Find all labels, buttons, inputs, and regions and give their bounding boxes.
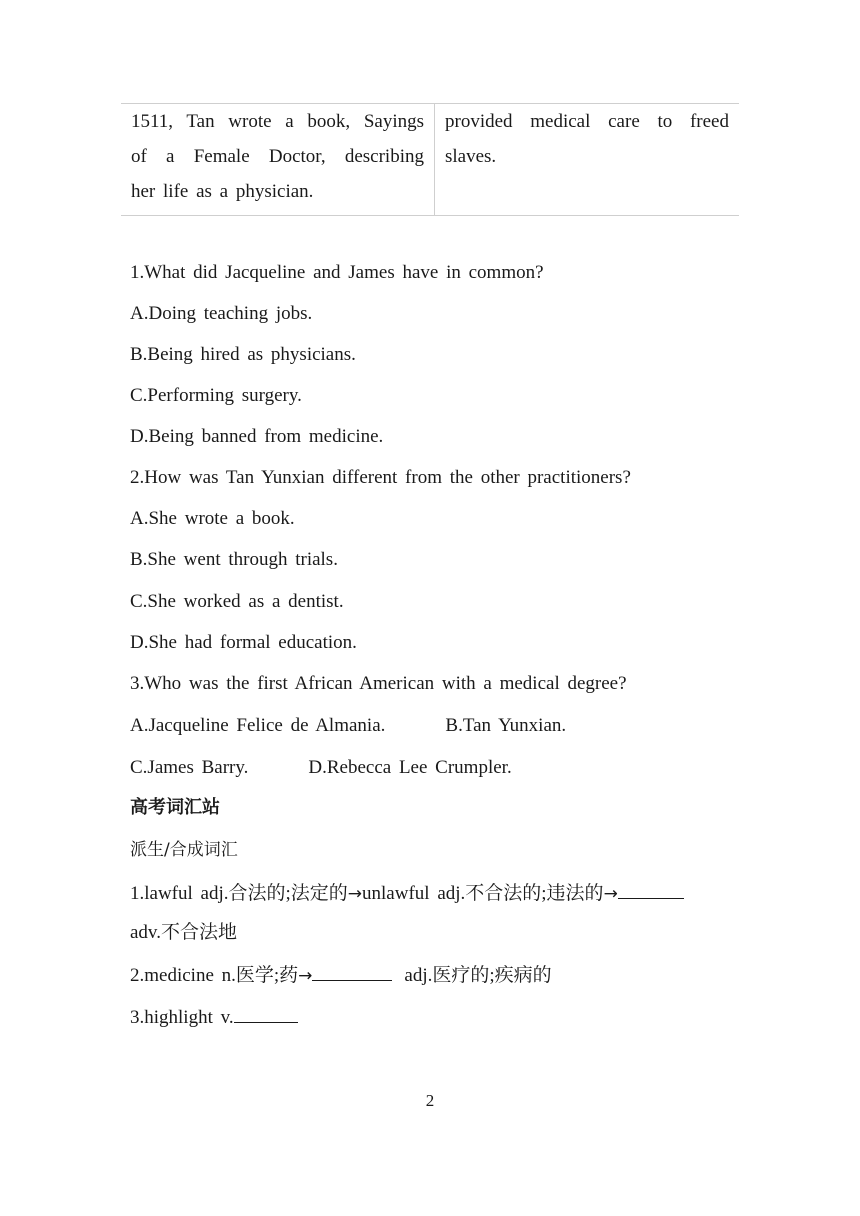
question-2-stem: 2.How was Tan Yunxian different from the other practitioners?: [130, 467, 631, 488]
vocab-item-2: [130, 962, 552, 988]
question-2-option-b: B.She went through trials.: [130, 549, 338, 570]
question-3-option-c: C.James Barry.: [130, 757, 249, 778]
vocab-item-1-continued: adv.不合法地: [130, 922, 237, 943]
question-1-option-a: A.Doing teaching jobs.: [130, 303, 313, 324]
table-cell-left: [121, 104, 435, 215]
table-line: slaves.: [445, 146, 497, 167]
question-3-option-d: D.Rebecca Lee Crumpler.: [308, 757, 512, 778]
question-1-option-c: C.Performing surgery.: [130, 385, 302, 406]
page-number: 2: [425, 1091, 435, 1110]
answer-blank[interactable]: [234, 1004, 298, 1023]
table-line: 1511, Tan wrote a book, Sayings: [131, 111, 424, 132]
vocab-item-3-word: 3.highlight v.: [130, 1007, 234, 1028]
vocab-heading: 高考词汇站: [130, 797, 220, 818]
question-3-stem: 3.Who was the first African American with a medical degree?: [130, 673, 627, 694]
question-3-option-a: A.Jacqueline Felice de Almania.: [130, 715, 386, 736]
table-line: of a Female Doctor, describing: [131, 146, 424, 167]
table-cell-right: [435, 104, 739, 215]
question-3-option-b: B.Tan Yunxian.: [445, 715, 567, 736]
question-1-option-d: D.Being banned from medicine.: [130, 426, 384, 447]
question-2-option-c: C.She worked as a dentist.: [130, 591, 344, 612]
question-3-options-row-1: [130, 714, 566, 738]
arrow-icon: →: [298, 966, 313, 986]
info-table: [121, 103, 739, 216]
vocab-item-1-word: 1.lawful adj.合法的;法定的: [130, 883, 348, 904]
question-2-option-d: D.She had formal education.: [130, 632, 357, 653]
arrow-icon: →: [347, 884, 363, 904]
question-2-option-a: A.She wrote a book.: [130, 508, 295, 529]
vocab-item-2-word: 2.medicine n.医学;药: [130, 965, 299, 986]
table-line: her life as a physician.: [131, 181, 314, 202]
vocab-subheading: 派生/合成词汇: [130, 840, 238, 860]
vocab-item-1-derived: unlawful adj.不合法的;违法的: [362, 883, 604, 904]
question-1-stem: 1.What did Jacqueline and James have in common?: [130, 262, 544, 283]
arrow-icon: →: [603, 884, 618, 904]
table-line: provided medical care to freed: [445, 111, 729, 132]
answer-blank[interactable]: [618, 880, 684, 899]
question-1-option-b: B.Being hired as physicians.: [130, 344, 356, 365]
vocab-item-1: [130, 880, 684, 906]
vocab-item-2-meaning: adj.医疗的;疾病的: [404, 965, 552, 986]
vocab-item-3: [130, 1004, 298, 1030]
answer-blank[interactable]: [312, 962, 392, 981]
question-3-options-row-2: [130, 756, 512, 780]
